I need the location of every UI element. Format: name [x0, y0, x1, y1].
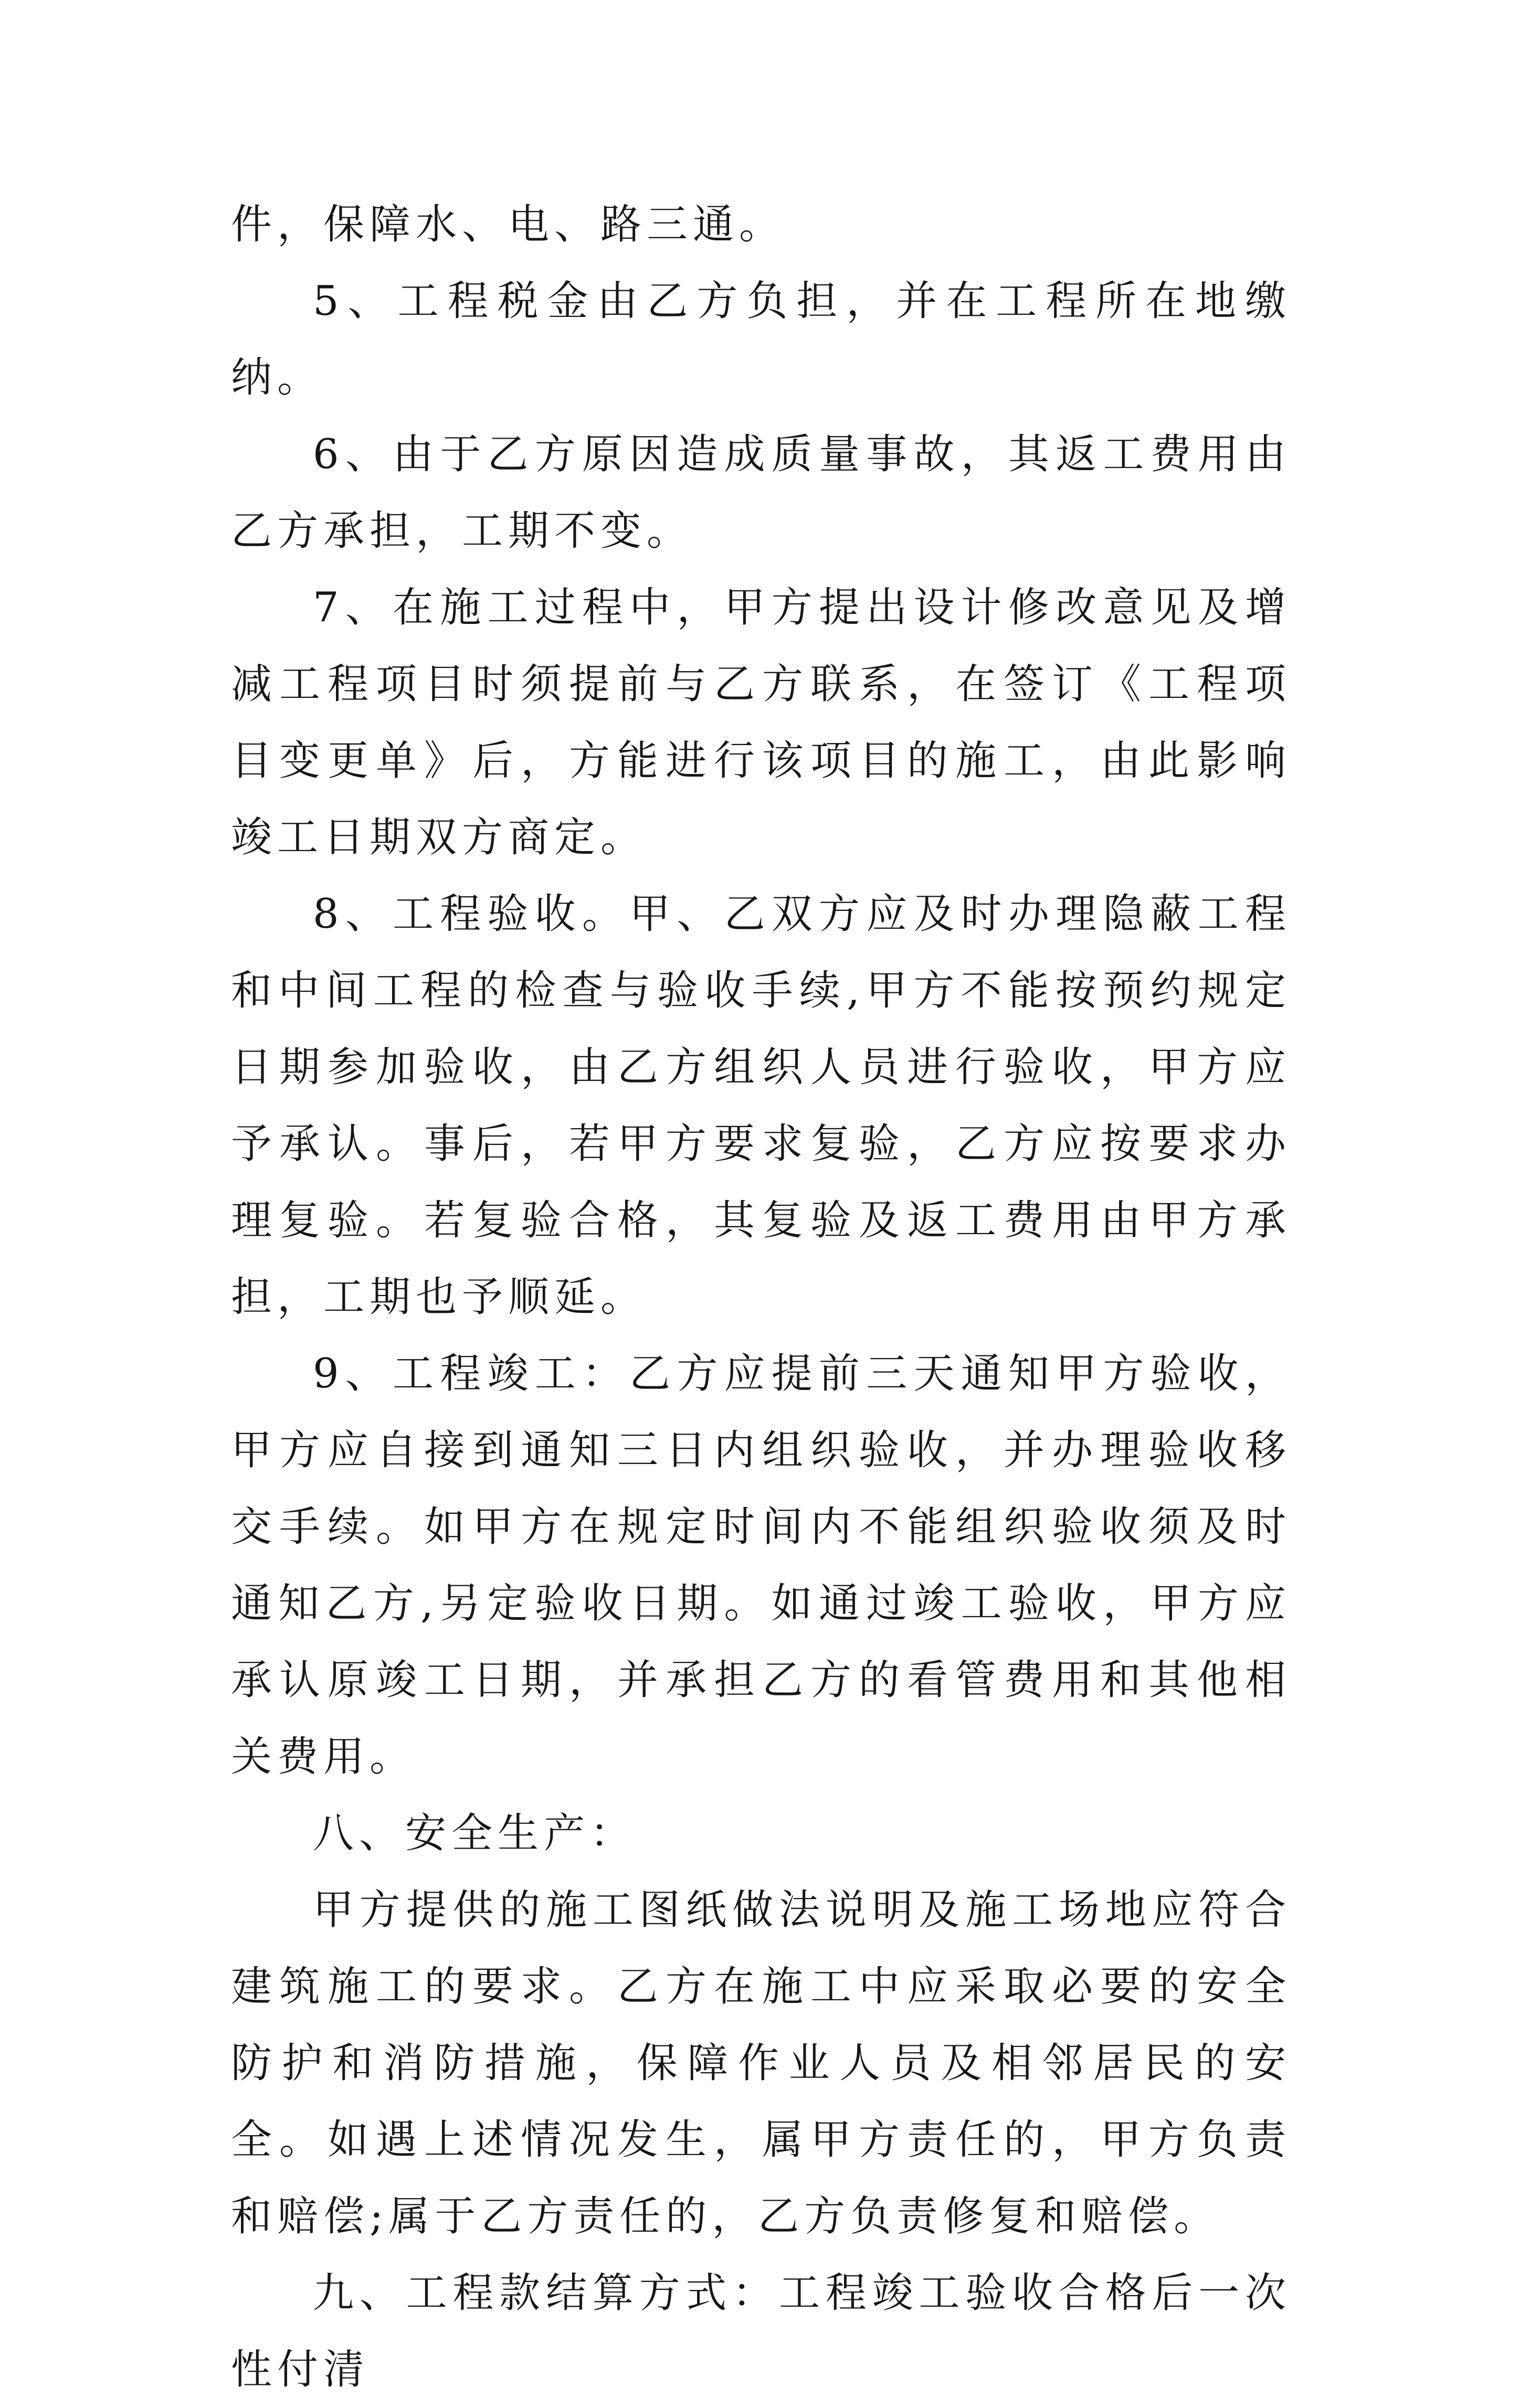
paragraph-item-7-design-change: 7、在施工过程中，甲方提出设计修改意见及增减工程项目时须提前与乙方联系，在签订《工程项目变更单》后，方能进行该项目的施工，由此影响竣工日期双方商定。 [231, 584, 1291, 861]
section-heading-payment: 九、工程款结算方式：工程竣工验收合格后一次性付清 [231, 2269, 1291, 2393]
paragraph-item-8-inspection: 8、工程验收。甲、乙双方应及时办理隐蔽工程和中间工程的检查与验收手续,甲方不能按预约规定日期参加验收，由乙方组织人员进行验收，甲方应予承认。事后，若甲方要求复验，乙方应按要求办理复验。若复验合格，其复验及返工费用由甲方承担，工期也予顺延。 [231, 890, 1291, 1321]
paragraph-continuation: 件，保障水、电、路三通。 [231, 201, 786, 248]
section-heading-safety: 八、安全生产： [313, 1810, 637, 1857]
paragraph-item-6-quality: 6、由于乙方原因造成质量事故，其返工费用由乙方承担，工期不变。 [231, 431, 1291, 555]
paragraph-safety-body: 甲方提供的施工图纸做法说明及施工场地应符合建筑施工的要求。乙方在施工中应采取必要的安全防护和消防措施，保障作业人员及相邻居民的安全。如遇上述情况发生，属甲方责任的，甲方负责和赔偿;属于乙方责任的，乙方负责修复和赔偿。 [231, 1886, 1291, 2240]
paragraph-item-5-tax: 5、工程税金由乙方负担，并在工程所在地缴纳。 [231, 278, 1291, 401]
document-body [231, 186, 1291, 2408]
paragraph-item-9-completion: 9、工程竣工：乙方应提前三天通知甲方验收，甲方应自接到通知三日内组织验收，并办理验收移交手续。如甲方在规定时间内不能组织验收须及时通知乙方,另定验收日期。如通过竣工验收，甲方应承认原竣工日期，并承担乙方的看管费用和其他相关费用。 [231, 1350, 1291, 1780]
